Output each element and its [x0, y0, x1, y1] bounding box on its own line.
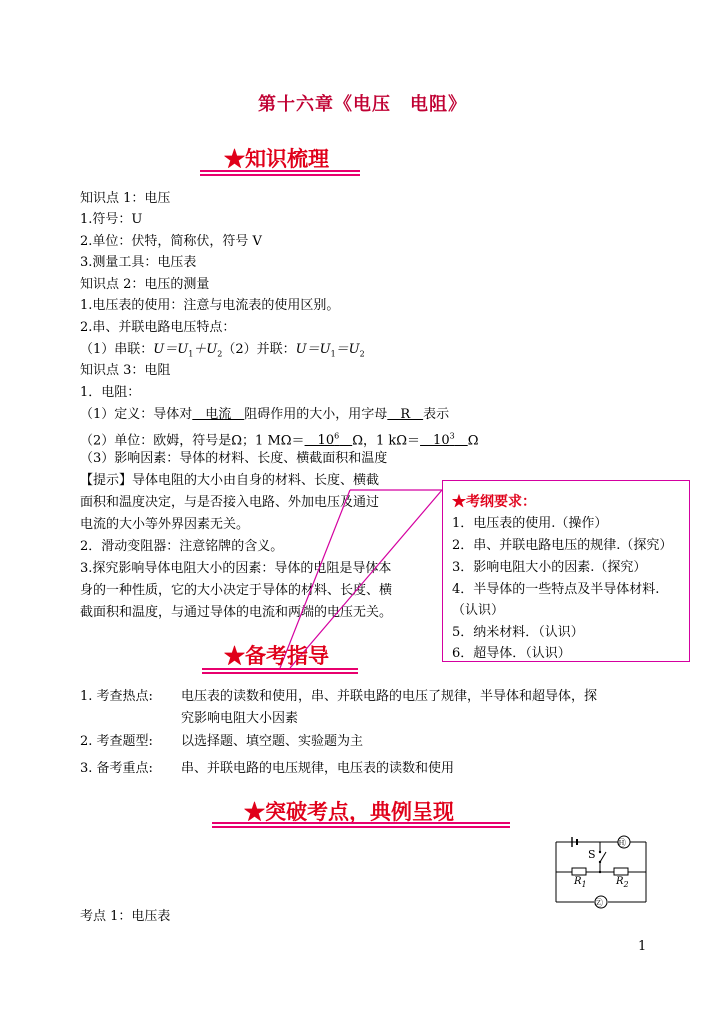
hint-line: 电流的大小等外界因素无关。: [80, 517, 250, 532]
circuit-meter-bottom: Ⓩ: [594, 899, 604, 909]
blank-answer: $10^3$: [420, 432, 455, 449]
guide-label: 3. 备考重点:: [80, 761, 153, 776]
box-title: ★考纲要求：: [452, 494, 536, 510]
knowledge-line: 1.电压表的使用：注意与电流表的使用区别。: [80, 298, 340, 313]
knowledge-line: 3.探究影响导体电阻大小的因素：导体的电阻是导体本: [80, 561, 392, 576]
knowledge-line: 3.测量工具：电压表: [80, 255, 197, 270]
guide-text: 究影响电阻大小因素: [181, 711, 299, 726]
knowledge-line: 1.符号：U: [80, 212, 143, 227]
requirement-item: （认识）: [452, 603, 505, 618]
knowledge-line: 知识点 2：电压的测量: [80, 277, 210, 292]
circuit-r2-label: $R_2$: [616, 876, 629, 889]
outline-requirements-box: [442, 480, 690, 662]
knowledge-line: 2．滑动变阻器：注意铭牌的含义。: [80, 539, 284, 554]
knowledge-line: 截面积和温度，与通过导体的电流和两端的电压无关。: [80, 605, 393, 620]
knowledge-line: 知识点 1：电压: [80, 191, 171, 206]
requirement-item: 4．半导体的一些特点及半导体材料.: [452, 582, 660, 597]
exam-point-heading: 考点 1：电压表: [80, 909, 171, 924]
knowledge-line: 2.单位：伏特，简称伏，符号 V: [80, 234, 262, 249]
unit-line: （2）单位：欧姆，符号是Ω；1 MΩ＝ $10^6$ Ω，1 kΩ＝ $10^3$ Ω: [80, 432, 479, 449]
guide-label: 2. 考查题型:: [80, 734, 153, 749]
knowledge-line: （3）影响因素：导体的材料、长度、横截面积和温度: [80, 451, 388, 466]
requirement-item: 5．纳米材料．（认识）: [452, 625, 584, 640]
definition-line: （1）定义：导体对 电流 阻碍作用的大小，用字母 R 表示: [80, 407, 450, 422]
heading-underline: [212, 822, 510, 828]
guide-text: 以选择题、填空题、实验题为主: [181, 734, 364, 749]
section-heading-examples: ★突破考点，典例呈现: [244, 799, 454, 824]
knowledge-line: 知识点 3：电阻: [80, 363, 171, 378]
section-heading-guide: ★备考指导: [224, 643, 329, 668]
section-heading-knowledge: ★知识梳理: [224, 146, 329, 171]
guide-text: 串、并联电路的电压规律，电压表的读数和使用: [181, 761, 455, 776]
guide-text: 电压表的读数和使用，串、并联电路的电压了规律，半导体和超导体，探: [181, 689, 598, 704]
heading-underline: [202, 668, 358, 674]
page-title: 第十六章《电压 电阻》: [258, 94, 467, 115]
blank-answer: $10^6$: [304, 432, 340, 449]
blank-answer: R: [387, 407, 424, 422]
requirement-item: 1．电压表的使用.（操作）: [452, 516, 608, 531]
circuit-r1-label: $R_1$: [574, 876, 587, 889]
page-number: 1: [638, 939, 647, 954]
hint-line: 面积和温度决定，与是否接入电路、外加电压及通过: [80, 495, 380, 510]
requirement-item: 6．超导体．（认识）: [452, 646, 571, 661]
circuit-switch-label: S: [588, 848, 596, 861]
blank-answer: 电流: [192, 407, 245, 422]
circuit-meter-top: Ⓗ: [617, 839, 627, 849]
guide-label: 1. 考查热点:: [80, 689, 153, 704]
knowledge-line: 2.串、并联电路电压特点：: [80, 320, 236, 335]
knowledge-line: 身的一种性质，它的大小决定于导体的材料、长度、横: [80, 583, 393, 598]
hint-line: 【提示】导体电阻的大小由自身的材料、长度、横截: [80, 473, 380, 488]
requirement-item: 3．影响电阻大小的因素.（探究）: [452, 560, 647, 575]
knowledge-line: 1．电阻：: [80, 385, 141, 400]
requirement-item: 2．串、并联电路电压的规律.（探究）: [452, 538, 673, 553]
formula-line: （1）串联：$U=U_1+U_2(2)$并联：$U=U_1=U_2$: [80, 342, 365, 359]
